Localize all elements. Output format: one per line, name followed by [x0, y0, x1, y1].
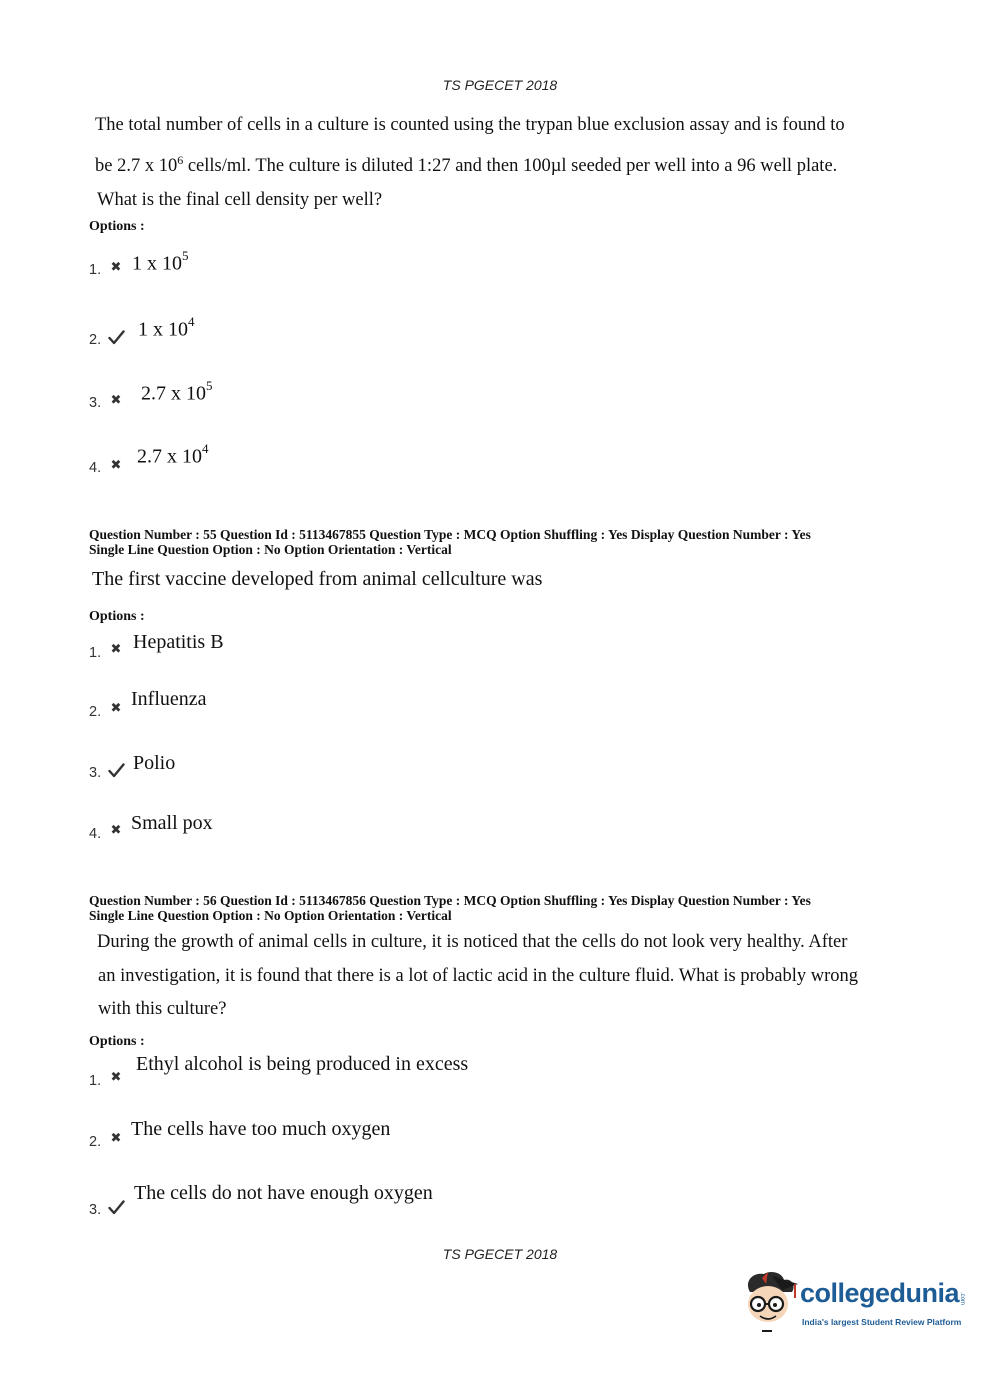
q55-option-3-text[interactable]: Polio	[133, 752, 176, 774]
check-icon	[108, 763, 124, 778]
q56-meta-line-1: Question Number : 56 Question Id : 5113467856 Question Type : MCQ Option Shuffling : Yes Display Question Number : Yes	[89, 893, 811, 908]
cross-icon: ✖	[110, 641, 122, 656]
q55-option-1-number: 1.	[89, 645, 102, 661]
q54-option-1-text[interactable]: 1 x $10^5$	[132, 248, 189, 275]
cross-icon: ✖	[110, 822, 122, 837]
q54-option-2-text[interactable]: 1 x $10^4$	[138, 314, 195, 341]
q54-option-2-number: 2.	[89, 332, 102, 348]
collegedunia-logo	[742, 1268, 972, 1340]
mascot-icon	[742, 1270, 800, 1336]
q54-options-label: Options :	[89, 219, 145, 234]
q56-option-1-text[interactable]: Ethyl alcohol is being produced in excess	[136, 1053, 469, 1075]
cross-icon: ✖	[110, 1069, 122, 1084]
q56-question-text	[97, 926, 858, 1027]
check-icon	[108, 330, 124, 345]
logo-wordmark: collegedunia	[800, 1278, 960, 1308]
q56-meta-line-2: Single Line Question Option : No Option Orientation : Vertical	[89, 907, 452, 923]
cross-icon: ✖	[110, 259, 122, 274]
q54-option-1-number: 1.	[89, 262, 102, 278]
q55-option-2-text[interactable]: Influenza	[131, 688, 207, 710]
q54-option-3-text[interactable]: 2.7 x $10^5$	[141, 378, 213, 405]
page-footer: TS PGECET 2018	[442, 1246, 558, 1262]
cross-icon: ✖	[110, 457, 122, 472]
q55-option-4-number: 4.	[89, 826, 102, 842]
q56-line-2: an investigation, it is found that there is a lot of lactic acid in the culture fluid. What is probably wrong	[98, 965, 859, 986]
check-icon	[108, 1200, 124, 1215]
q55-question-text: The first vaccine developed from animal cellculture was	[92, 568, 543, 590]
q55-meta-line-1: Question Number : 55 Question Id : 5113467855 Question Type : MCQ Option Shuffling : Yes Display Question Number : Yes	[89, 527, 811, 542]
q55-meta-line-2: Single Line Question Option : No Option Orientation : Vertical	[89, 541, 452, 557]
q56-options-label: Options :	[89, 1034, 145, 1049]
q55-option-3-number: 3.	[89, 765, 102, 781]
q54-question-text	[95, 108, 845, 218]
q55-metadata	[89, 528, 811, 557]
logo-com-suffix: .com	[959, 1292, 965, 1306]
q56-option-2-number: 2.	[89, 1134, 102, 1150]
q55-option-1-text[interactable]: Hepatitis B	[133, 631, 224, 653]
q56-option-2-text[interactable]: The cells have too much oxygen	[131, 1118, 391, 1140]
q55-options-label: Options :	[89, 609, 145, 624]
cross-icon: ✖	[110, 700, 122, 715]
q56-option-1-number: 1.	[89, 1073, 102, 1089]
q56-line-1: During the growth of animal cells in culture, it is noticed that the cells do not look very healthy. After	[97, 932, 848, 952]
page-header: TS PGECET 2018	[442, 77, 558, 93]
cross-icon: ✖	[110, 1130, 122, 1145]
q54-option-4-text[interactable]: 2.7 x $10^4$	[137, 441, 209, 468]
q55-option-2-number: 2.	[89, 704, 102, 720]
q54-line-3: What is the final cell density per well?	[97, 190, 383, 211]
q56-line-3: with this culture?	[98, 999, 227, 1019]
cross-icon: ✖	[110, 392, 122, 407]
q55-option-4-text[interactable]: Small pox	[131, 812, 213, 834]
q56-metadata	[89, 894, 811, 923]
q54-option-3-number: 3.	[89, 395, 102, 411]
logo-tagline: India's largest Student Review Platform	[802, 1317, 962, 1327]
q54-line-2: be 2.7 x $10^6$ cells/ml. The culture is diluted 1:27 and then 100µl seeded per well into a 96 well plate.	[95, 152, 838, 176]
q56-option-3-text[interactable]: The cells do not have enough oxygen	[134, 1182, 433, 1204]
q54-line-1: The total number of cells in a culture is counted using the trypan blue exclusion assay and is found to	[95, 115, 845, 135]
q56-option-3-number: 3.	[89, 1202, 102, 1218]
q54-option-4-number: 4.	[89, 460, 102, 476]
